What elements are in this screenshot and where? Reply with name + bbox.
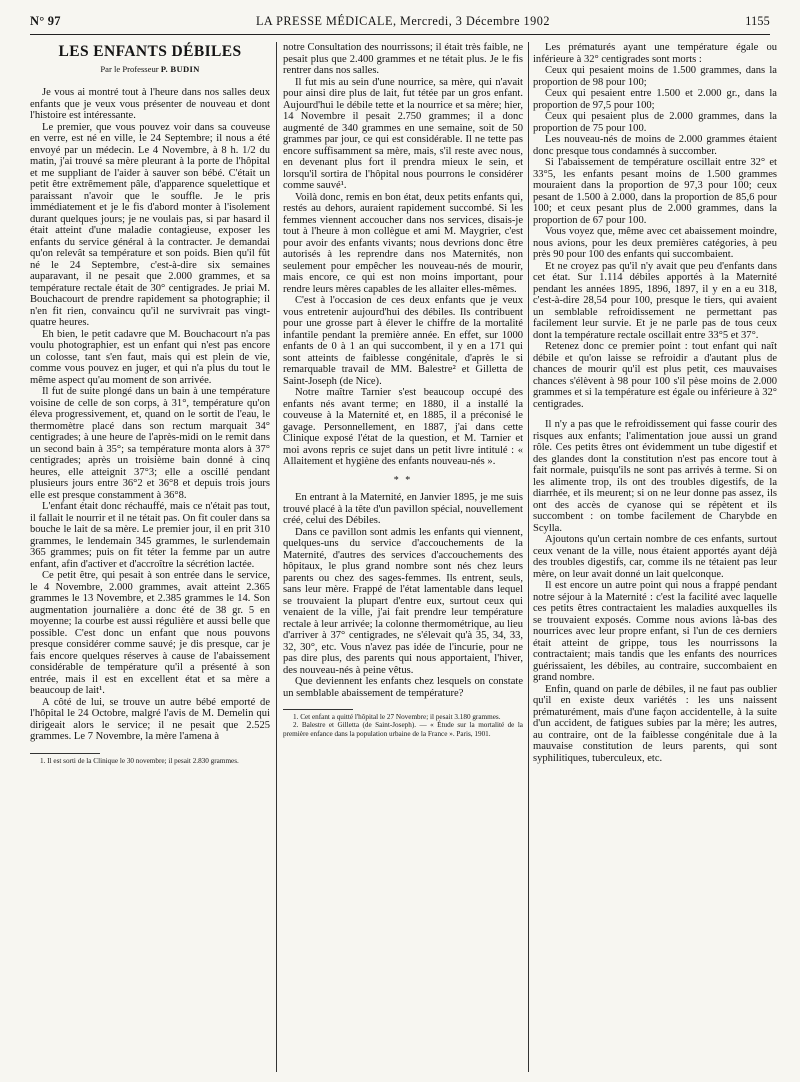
section-separator: * * [393,474,413,486]
paragraph: Les nouveau-nés de moins de 2.000 grammes étaient donc presque tous condamnés à succomber. [533,134,777,157]
column-2 [283,42,523,1072]
paragraph: Voilà donc, remis en bon état, deux petits enfants qui, restés au dehors, auraient rapidement succombé. Si les femmes viennent accoucher dans nos services, disais-je tout à l'heure à mon collègue et ami M. Maygrier, c'est pour avoir des enfants vivants; nous devrions donc être autorisés à les reprendre dans nos Maternités, non seulement pour empêcher les nouveau-nés de mourir, mais encore, ce qui est non moins important, pour rendre leurs mères capables de les allaiter elles-mêmes. [283,191,523,295]
paragraph: Il fut mis au sein d'une nourrice, sa mère, qui n'avait pour ainsi dire plus de lait, fut tétée par un gros enfant. Aujourd'hui le débile tette et la nourrice et sa mère; hier, 14 Novembre il pesait 2.750 grammes; il a donc augmenté de 340 grammes en une semaine, soit de 50 grammes par jour, ce qui est considérable. Il ne tette pas encore suffisamment sa mère, mais, s'il reste avec nous, en devenant plus fort il prendra mieux le sein, et lorsqu'il sortira de l'hôpital nous pourrons le considérer comme sauvé¹. [283,76,523,191]
list-item: Ceux qui pesaient entre 1.500 et 2.000 gr., dans la proportion de 97,5 pour 100; [533,88,777,111]
paragraph: A côté de lui, se trouve un autre bébé emporté de l'hôpital le 24 Octobre, malgré l'avis de M. Demelin qui dirigeait alors le service; il ne pesait que 2.525 grammes. Le 7 Novembre, la mère l'amena à [30,696,270,742]
paragraph: Que deviennent les enfants chez lesquels on constate un semblable abaissement de température? [283,676,523,699]
column-divider [528,42,529,1072]
paragraph: C'est à l'occasion de ces deux enfants que je veux vous entretenir aujourd'hui des débiles. Ils contribuent pour une grosse part à élever le chiffre de la mortalité infantile pendant la première année. En effet, sur 1000 enfants de 0 à 1 an qui succombent, il y en a 171 qui sont atteints de faiblesse congénitale, d'après le si remarquable travail de MM. Balestre² et Gilletta de Saint-Joseph (de Nice). [283,295,523,387]
footnote: 2. Balestre et Gilletta (de Saint-Joseph). — « Étude sur la mortalité de la première enfance dans la population urbaine de la France ». Paris, 1901. [283,721,523,738]
paragraph: Je vous ai montré tout à l'heure dans nos salles deux enfants que je veux vous présenter de nouveau et dont l'histoire est intéressante. [30,87,270,121]
article-author [30,64,270,76]
list-item: Ceux qui pesaient plus de 2.000 grammes, dans la proportion de 75 pour 100. [533,111,777,134]
footnote-rule [283,709,353,710]
paragraph: En entrant à la Maternité, en Janvier 1895, je me suis trouvé placé à la tête d'un pavillon spécial, nouvellement créé, celui des Débiles. [283,492,523,526]
list-item: Ceux qui pesaient moins de 1.500 grammes, dans la proportion de 98 pour 100; [533,65,777,88]
paragraph: Enfin, quand on parle de débiles, il ne faut pas oublier qu'il en existe deux variétés : les uns naissent prématurément, mais d'une façon accidentelle, à la suite d'un accident, de fatigues subies par la mère; les autres, au contraire, ont de la faiblesse congénitale due à la mauvaise constitution de leurs parents, qui sont syphilitiques, tuberculeux, etc. [533,683,777,764]
paragraph: Ajoutons qu'un certain nombre de ces enfants, surtout ceux venant de la ville, nous étaient apportés ayant déjà des troubles digestifs, car, comme ils ne tétaient pas leur mère, on leur avait donné un lait quelconque. [533,534,777,580]
paragraph: Retenez donc ce premier point : tout enfant qui naît débile et qu'on laisse se refroidir a d'autant plus de chances de mourir qu'il est plus petit, ces mauvaises chances s'élèvent à 98 pour 100 s'il pèse moins de 2.000 grammes et si la température est égale ou inférieure à 32° centigrades. [533,341,777,410]
column-3 [533,42,777,1072]
paragraph: Dans ce pavillon sont admis les enfants qui viennent, quelques-uns du service d'accouchements de la Maternité, d'autres des services d'accouchements des hôpitaux, le plus grand nombre sont nés chez leurs parents ou chez des sages-femmes. Ils entrent, seuls, sans leur mère. Frappé de l'état lamentable dans lequel se trouvaient la plupart d'entre eux, surtout ceux qui venaient de la ville, j'ai fait prendre leur température rectale à leur arrivée; la colonne thermométrique, au lieu d'arriver à 37° centigrades, ne s'élevait qu'à 35, 34, 33, 32, 30°, etc. Vous n'avez pas idée de l'incurie, pour ne pas dire plus, des parents qui nous apportaient, l'hiver, des nouveau-nés à peine vêtus. [283,526,523,676]
paragraph: Si l'abaissement de température oscillait entre 32° et 33°5, les enfants pesant moins de 1.500 grammes mouraient dans la proportion de 97,3 pour 100; ceux pesant de 1.500 à 2.000, dans la proportion de 85,6 pour 100; et ceux pesant plus de 2.000 grammes, dans la proportion de 67 pour 100. [533,157,777,226]
author-name: P. BUDIN [160,63,200,74]
issue-number: N° 97 [30,14,61,28]
paragraph: Les prématurés ayant une température égale ou inférieure à 32° centigrades sont morts : [533,42,777,65]
header-rule [30,34,770,35]
paragraph: Il n'y a pas que le refroidissement qui fasse courir des risques aux enfants; l'alimentation joue aussi un grand rôle. Ces petits êtres ont évidemment un tube digestif et des glandes dont la constitution n'est pas encore tout à fait normale, puisqu'ils ne sont pas arrivés à terme. Si on les alimente trop, ils ont des troubles digestifs, de la diarrhée, et ils meurent; si on ne leur donne pas assez, ils ont des accès de cyanose qui se répètent et ils succombent : on tombe facilement de Charybde en Scylla. [533,419,777,534]
footnote: 1. Cet enfant a quitté l'hôpital le 27 Novembre; il pesait 3.180 grammes. [293,713,501,721]
footnote-rule [30,753,100,754]
paragraph: Vous voyez que, même avec cet abaissement moindre, nous avions, pour les deux premières catégories, à peu près 90 pour 100 des enfants qui succombaient. [533,226,777,260]
paragraph: Il fut de suite plongé dans un bain à une température voisine de celle de son corps, à 31°, température qu'on éleva progressivement, et, quand on le sortit de l'eau, le thermomètre placé dans son rectum marquait 34° centigrades; à une heure de l'après-midi on le remit dans un second bain à 35°; sa température monta alors à 37° centigrades; après un troisième bain donné à cinq heures, elle atteignit 37°3; elle a oscillé pendant plusieurs jours entre 36°2 et 36°8 et depuis trois jours elle est presque constamment à 36°8. [30,386,270,501]
paragraph: Et ne croyez pas qu'il n'y avait que peu d'enfants dans cet état. Sur 1.114 débiles apportés à la Maternité pendant les années 1895, 1896, 1897, il y en a eu 318, c'est-à-dire 28,54 pour 100, presque le tiers, qui avaient un semblable refroidissement ne permettant pas facilement leur survie. Et je ne parle pas de tous ceux dont la température rectale oscillait entre 33°5 et 37°. [533,260,777,341]
paragraph: Eh bien, le petit cadavre que M. Bouchacourt n'a pas voulu photographier, est un enfant qui n'est pas encore un colosse, tant s'en faut, mais qui est plein de vie, comme vous pouvez en juger, et qui n'a plus du tout le même aspect qu'au moment de son arrivée. [30,328,270,386]
paragraph: Ce petit être, qui pesait à son entrée dans le service, le 4 Novembre, 2.000 grammes, avait atteint 2.365 grammes le 13 Novembre, et 2.385 grammes le 14. Son augmentation journalière a donc été de 38 gr. 5 en moyenne; la courbe est aussi régulière et aussi belle que possible. C'est donc un enfant que nous pouvons presque considérer comme sauvé; je dis presque, car je fais encore quelques réserves à cause de l'abaissement considérable de température qu'il a présenté à son entrée, mais il est en excellent état et sa mère a beaucoup de lait¹. [30,570,270,696]
column-1 [30,42,270,1072]
paragraph: Il est encore un autre point qui nous a frappé pendant notre séjour à la Maternité : c'est la facilité avec laquelle ces petits êtres contractaient les maladies auxquelles ils se trouvaient exposés. Comme nous avions là-bas des nourrices avec leur propre enfant, si l'un de ces derniers était atteint de grippe, tous les nourrissons la contractaient; mais tandis que les enfants des nourrices guérissaient, les débiles, au contraire, succombaient en grand nombre. [533,580,777,683]
column-divider [276,42,277,1072]
footnote: 1. Il est sorti de la Clinique le 30 novembre; il pesait 2.830 grammes. [40,756,239,765]
paragraph: Le premier, que vous pouvez voir dans sa couveuse en verre, est né en ville, le 24 Septembre; il nous a été envoyé par un médecin. Le 4 Novembre, à 8 h. 1/2 du matin, j'ai trouvé sa mère pleurant à la porte de l'hôpital et me suppliant de l'aider à sauver son bébé. C'était un petit être extrêmement pâle, d'apparence squelettique et paraissant n'avoir que le souffle. Je le pris immédiatement et je le fis d'abord monter à l'isolement durant quelques jours; je ne voulais pas, si par hasard il était atteint d'une maladie contagieuse, exposer les enfants du service général à la contracter. Je demandai qu'on relevât sa température et son poids. Bien qu'il fût né le 24 Septembre, c'est-à-dire six semaines auparavant, il ne pesait que 2.000 grammes, et sa température rectale était de 30° centigrades. Je priai M. Bouchacourt de prendre rapidement sa photographie; il n'en fit rien, convaincu qu'il ne survivrait pas vingt-quatre heures. [30,121,270,328]
page-header [30,14,770,32]
section-gap [533,410,777,419]
journal-title: LA PRESSE MÉDICALE, Mercredi, 3 Décembre 1902 [255,14,550,28]
author-prefix: Par le Professeur [100,63,159,74]
paragraph: L'enfant était donc réchauffé, mais ce n'était pas tout, il fallait le nourrir et il ne tétait pas. On fit couler dans sa bouche le lait de sa mère. Le premier jour, il en prit 310 grammes, le lendemain 345 grammes, le surlendemain 365 grammes; puis on fit téter la femme par un autre enfant, afin d'activer et d'accroître la sécrétion lactée. [30,501,270,570]
article-title: LES ENFANTS DÉBILES [58,43,242,60]
paragraph: Notre maître Tarnier s'est beaucoup occupé des enfants nés avant terme; en 1880, il a installé la couveuse à la Maternité et, en 1885, il a préconisé le gavage. Personnellement, en 1887, j'ai dans cette Clinique exposé l'état de la question, et M. Tarnier et moi avons repris ce sujet dans un petit livre intitulé : « Allaitement et hygiène des enfants nouveau-nés ». [283,387,523,467]
page-number: 1155 [745,14,770,28]
paragraph: notre Consultation des nourrissons; il était très faible, ne pesait plus que 2.400 grammes et ne tétait plus. Je le fis rentrer dans nos salles. [283,42,523,76]
